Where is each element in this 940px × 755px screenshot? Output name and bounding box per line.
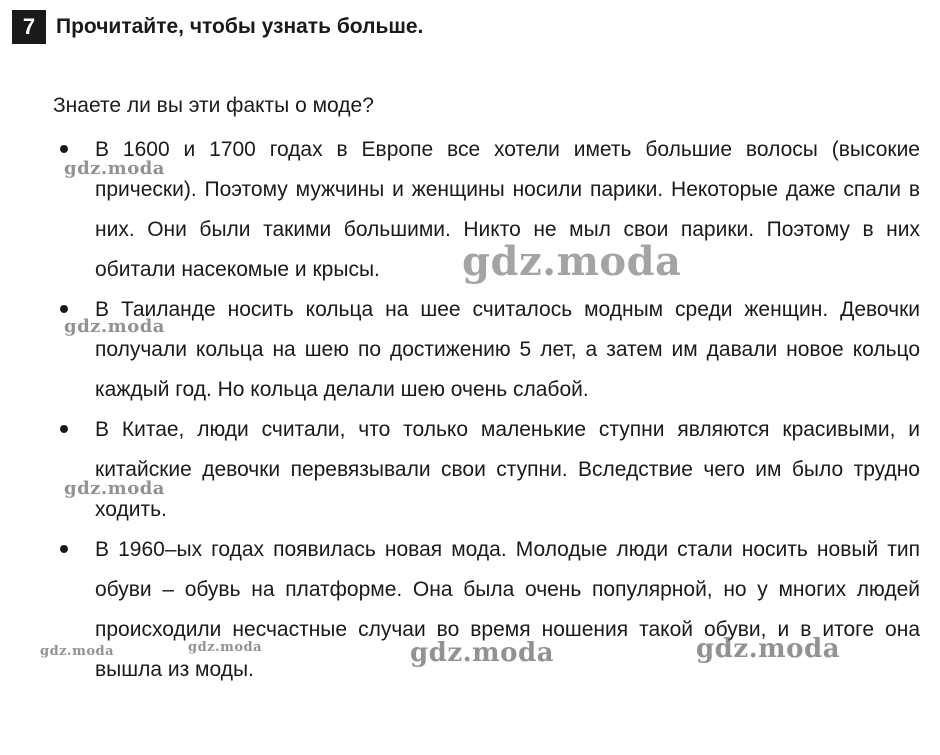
watermark: gdz.moda	[64, 316, 165, 337]
task-title: Прочитайте, чтобы узнать больше.	[56, 15, 424, 38]
fact-text: В Китае, люди считали, что только маленькие ступни являются красивыми, и китайские девочки перевязывали свои ступни. Вследствие чего им было трудно ходить.	[95, 418, 920, 521]
fact-text: В 1960–ых годах появилась новая мода. Молодые люди стали носить новый тип обуви – обувь на платформе. Она была очень популярной, но у многих людей происходили несчастные случаи во время ношения такой обуви, и в итоге она вышла из моды.	[95, 538, 920, 681]
task-number: 7	[12, 10, 46, 44]
bullet-icon	[60, 145, 68, 153]
fact-item	[60, 530, 920, 690]
bullet-icon	[60, 545, 68, 553]
watermark: gdz.moda	[64, 158, 165, 179]
task-header	[12, 10, 423, 44]
watermark: gdz.moda	[410, 638, 555, 668]
fact-text: В 1600 и 1700 годах в Европе все хотели иметь большие волосы (высокие прически). Поэтому мужчины и женщины носили парики. Некоторые даже спали в них. Они были такими большими. Никто не мыл свои парики. Поэтому в них обитали насекомые и крысы.	[95, 138, 920, 281]
bullet-icon	[60, 305, 68, 313]
fact-item	[60, 290, 920, 410]
fact-list	[60, 130, 920, 690]
intro-question: Знаете ли вы эти факты о моде?	[53, 94, 374, 117]
watermark: gdz.moda	[462, 238, 682, 285]
bullet-icon	[60, 425, 68, 433]
fact-item	[60, 410, 920, 530]
fact-item	[60, 130, 920, 290]
watermark: gdz.moda	[696, 634, 841, 664]
watermark: gdz.moda	[64, 478, 165, 499]
watermark: gdz.moda	[40, 644, 115, 659]
fact-text: В Таиланде носить кольца на шее считалось модным среди женщин. Девочки получали кольца на шею по достижению 5 лет, а затем им давали новое кольцо каждый год. Но кольца делали шею очень слабой.	[95, 298, 920, 401]
watermark: gdz.moda	[188, 640, 263, 655]
